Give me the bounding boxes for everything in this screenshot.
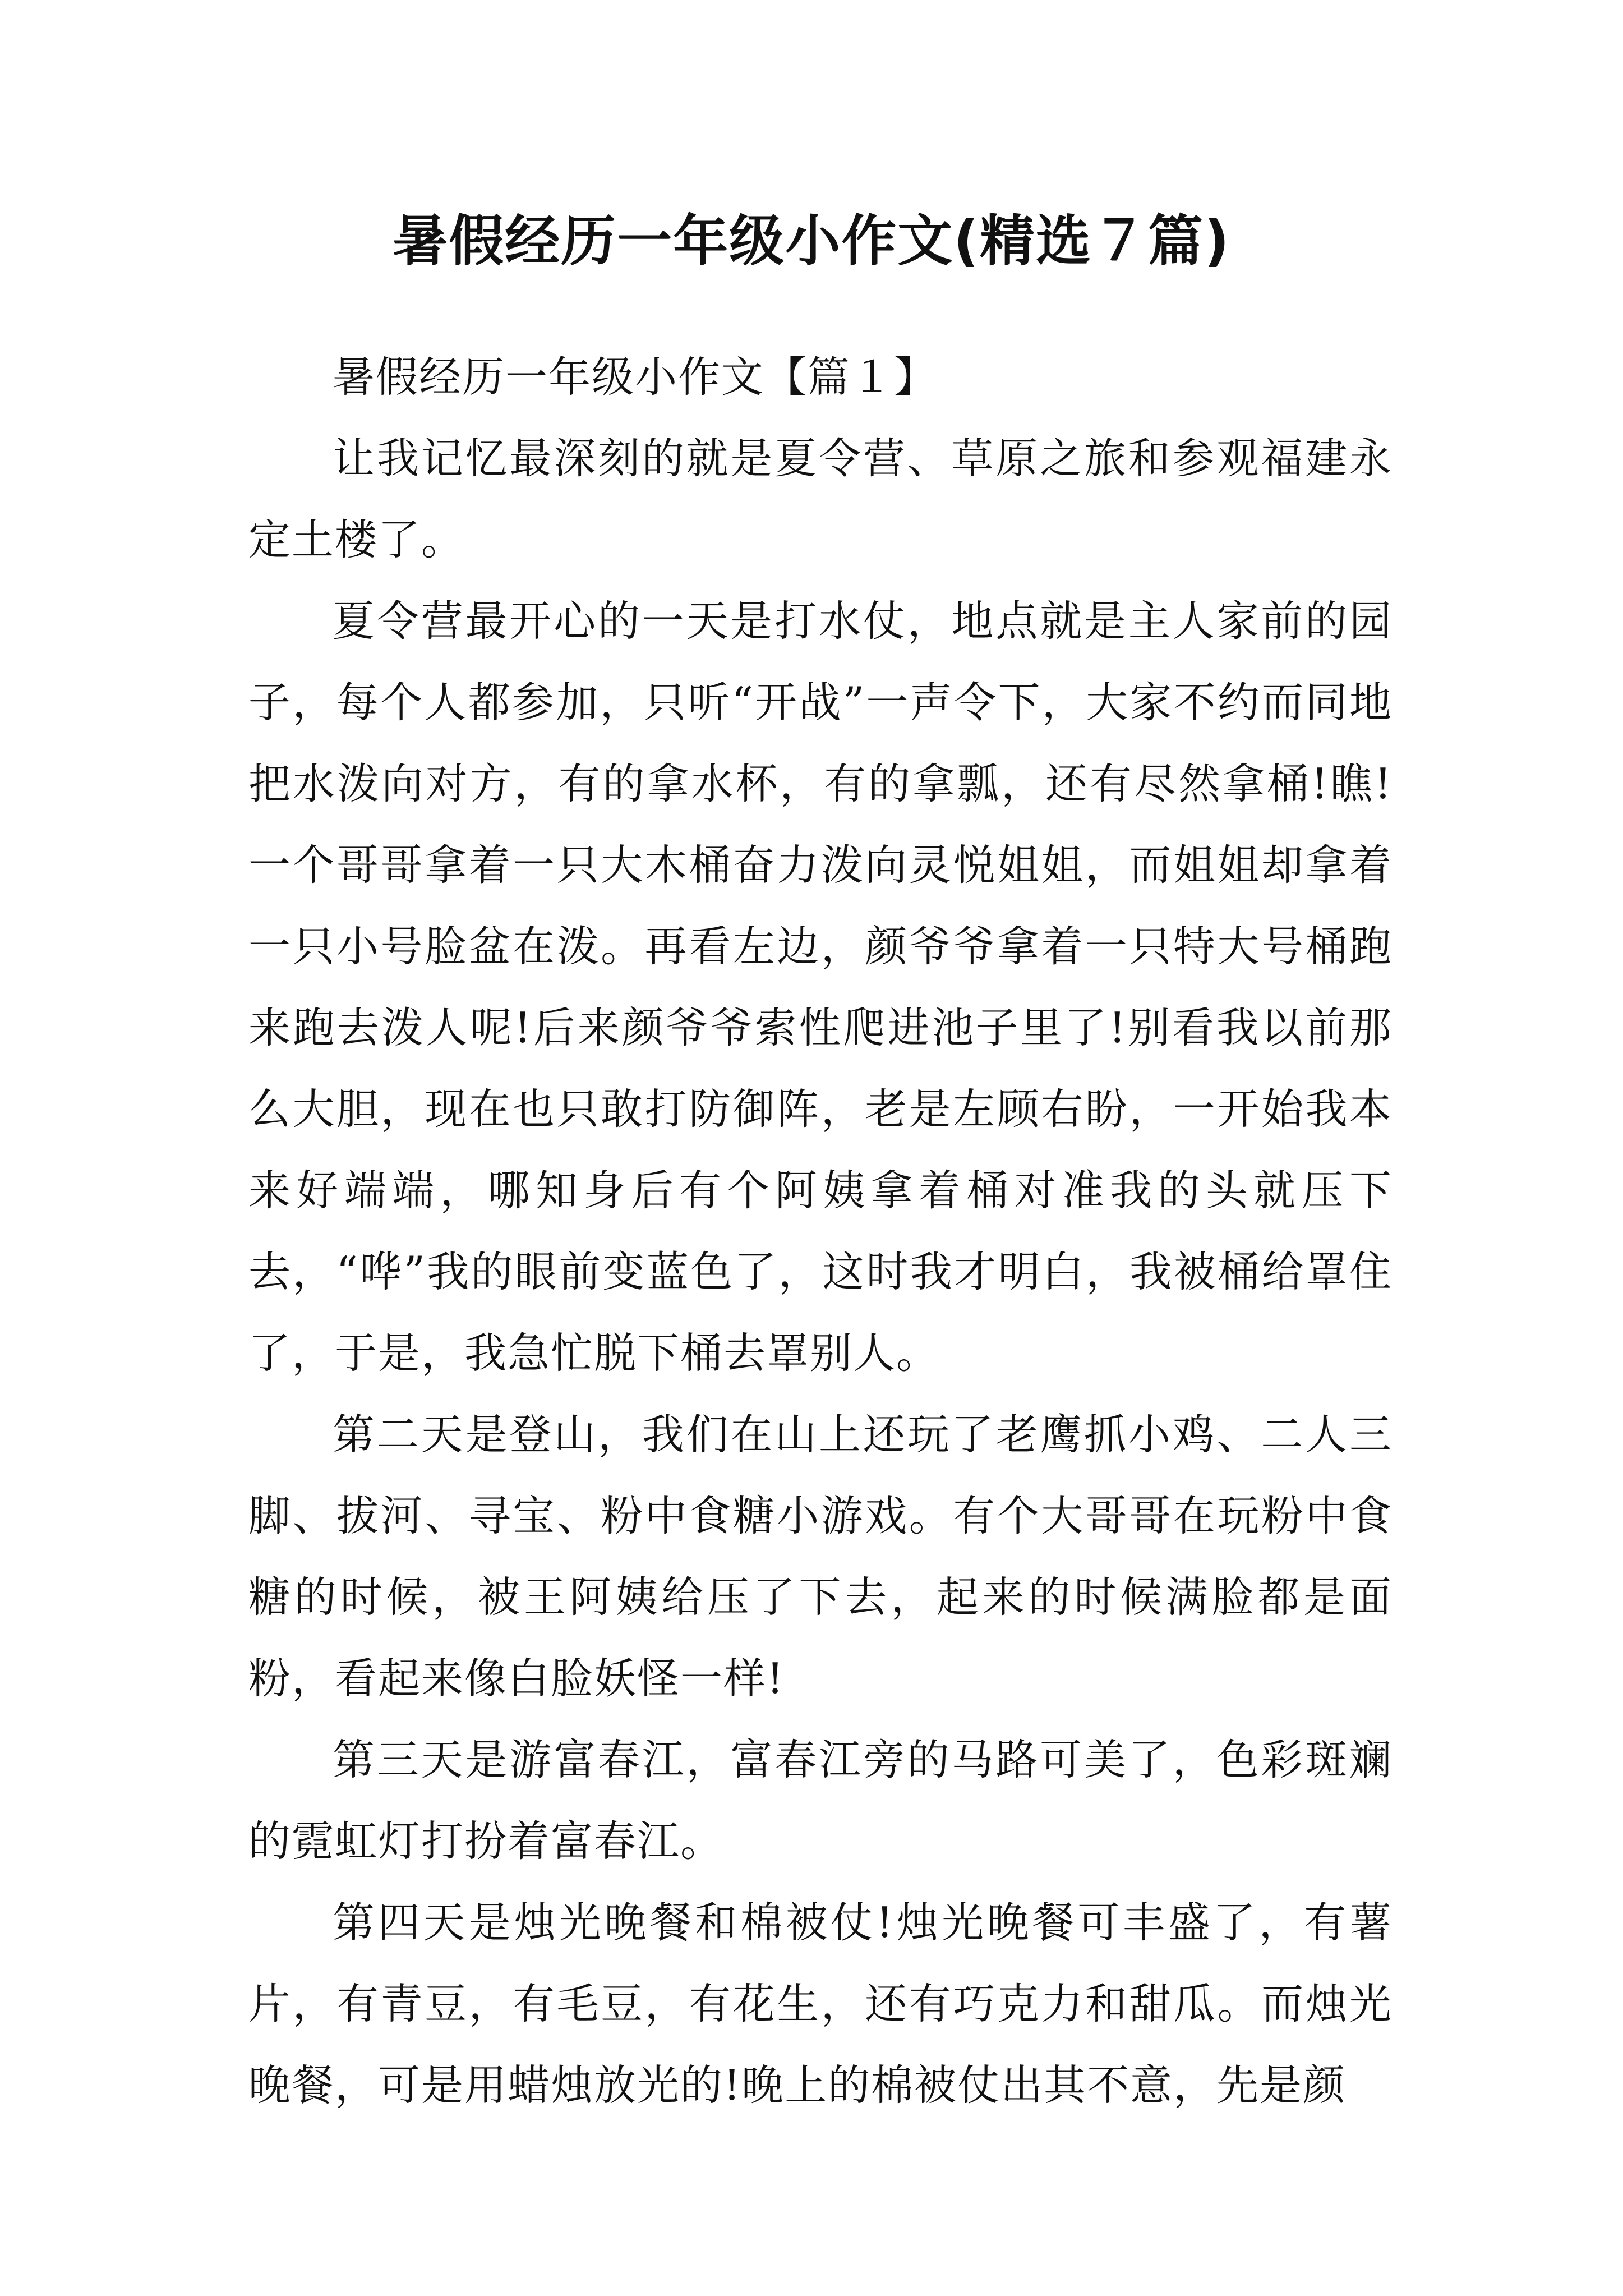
paragraph: 第三天是游富春江，富春江旁的马路可美了，色彩斑斓的霓虹灯打扮着富春江。 [248,1735,1393,1866]
section-heading: 暑假经历一年级小作文【篇１】 [333,352,938,402]
paragraph: 让我记忆最深刻的就是夏令营、草原之旅和参观福建永定土楼了。 [248,434,1393,564]
page-title: 暑假经历一年级小作文(精选７篇) [393,209,1230,273]
paragraph: 第二天是登山，我们在山上还玩了老鹰抓小鸡、二人三脚、拔河、寻宝、粉中食糖小游戏。有个大哥哥在玩粉中食糖的时候，被王阿姨给压了下去，起来的时候满脸都是面粉，看起来像白脸妖怪一样! [248,1410,1393,1703]
paragraph: 第四天是烛光晚餐和棉被仗!烛光晚餐可丰盛了，有薯片，有青豆，有毛豆，有花生，还有巧克力和甜瓜。而烛光晚餐，可是用蜡烛放光的!晚上的棉被仗出其不意，先是颜 [248,1898,1393,2110]
paragraph: 夏令营最开心的一天是打水仗，地点就是主人家前的园子，每个人都参加，只听“开战”一声令下，大家不约而同地把水泼向对方，有的拿水杯，有的拿瓢，还有尽然拿桶!瞧!一个哥哥拿着一只大木桶奋力泼向灵悦姐姐，而姐姐却拿着一只小号脸盆在泼。再看左边，颜爷爷拿着一只特大号桶跑来跑去泼人呢!后来颜爷爷索性爬进池子里了!别看我以前那么大胆，现在也只敢打防御阵，老是左顾右盼，一开始我本来好端端，哪知身后有个阿姨拿着桶对准我的头就压下去，“哗”我的眼前变蓝色了，这时我才明白，我被桶给罩住了，于是，我急忙脱下桶去罩别人。 [248,596,1393,1378]
document-body [248,337,1393,2126]
